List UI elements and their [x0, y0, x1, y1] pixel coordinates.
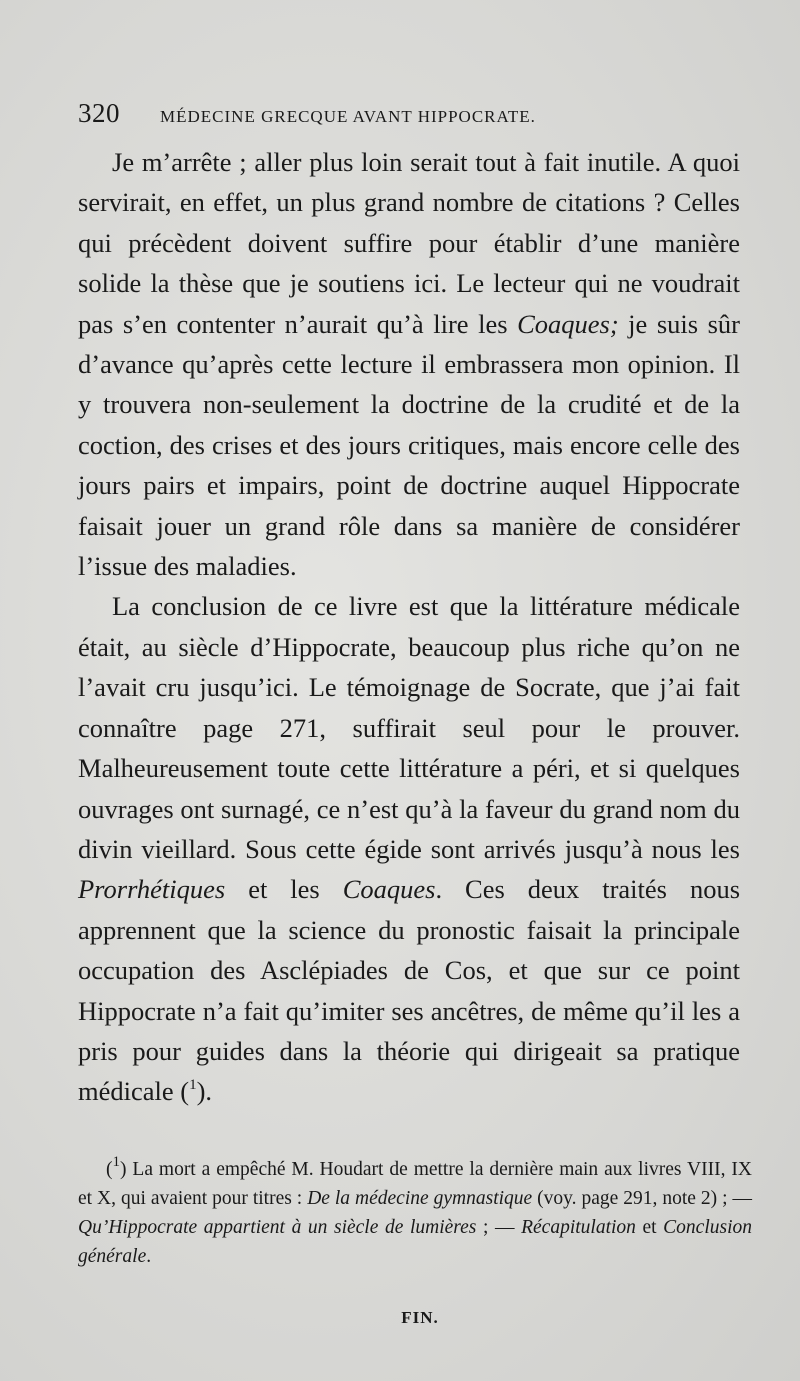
paragraph-1	[78, 142, 740, 586]
footnote-title-4: Conclusion générale	[78, 1217, 752, 1267]
footnote-text-e: .	[146, 1246, 152, 1267]
end-marker: FIN.	[401, 1308, 439, 1327]
paragraph-2-text-a: La conclusion de ce livre est que la littérature médicale était, au siècle d’Hippocrate, beaucoup plus riche qu’on ne l’avait cru jusqu’ici. Le témoignage de Socrate, que j’ai fait connaître page 271, suffirait seul pour le prouver. Malheureusement toute cette littérature a péri, et si quelques ouvrages ont surnagé, ce n’est qu’à la faveur du grand nom du divin vieillard. Sous cette égide sont arrivés jusqu’à nous les	[78, 591, 740, 864]
footnote-text-a: La mort a empêché M. Houdart de mettre la dernière main aux livres VIII, IX et X, qui avaient pour titres :	[78, 1159, 752, 1209]
paragraph-2-text-c: . Ces deux traités nous apprennent que la science du pronostic faisait la principale occupation des Asclépiades de Cos, et que sur ce point Hippocrate n’a fait qu’imiter ses ancêtres, de même qu’il les a pris pour guides dans la théorie qui dirigeait sa pratique médicale (	[78, 874, 741, 1107]
paragraph-1-text-a: Je m’arrête ; aller plus loin serait tout à fait inutile. A quoi servirait, en effet, un plus grand nombre de citations ? Celles qui précèdent doivent suffire pour établir d’une manière solide la thèse que je soutiens ici. Le lecteur qui ne voudrait pas s’en contenter n’aurait qu’à lire les	[78, 147, 740, 339]
main-text	[78, 142, 740, 1112]
footnote: ($^1$) La mort a empêché M. Houdart de mettre la dernière main aux livres VIII, IX et X, qui avaient pour titres : De la médecine gymnastique (voy. page 291, note 2) ; — Qu’Hippocrate appartient à un siècle de lumières ; — Récapitulation et Conclusion générale.	[78, 1153, 752, 1267]
paragraph-2	[78, 586, 740, 1111]
footnote-marker: 1	[112, 1153, 120, 1170]
title-prorrhetiques: Prorrhétiques	[78, 874, 226, 905]
page-header	[78, 98, 738, 132]
title-coaques-2: Coaques	[342, 874, 436, 905]
footnote-text-b: (voy. page 291, note 2) ; —	[532, 1188, 752, 1209]
footnote-text-c: ; —	[476, 1217, 522, 1238]
footnote-title-1: De la médecine gymnastique	[307, 1188, 533, 1209]
footnote-title-2: Qu’Hippocrate appartient à un siècle de lumières	[78, 1217, 477, 1238]
running-title: MÉDECINE GRECQUE AVANT HIPPOCRATE.	[160, 107, 536, 126]
footnote-reference: 1	[189, 1076, 197, 1093]
footnote-title-3: Récapitulation	[521, 1217, 636, 1238]
paragraph-2-text-b: et les	[225, 874, 343, 905]
paragraph-2-text-d: ).	[196, 1076, 213, 1107]
paragraph-1-text-b: je suis sûr d’avance qu’après cette lecture il embrassera mon opinion. Il y trouvera non-seulement la doctrine de la crudité et de la coction, des crises et des jours critiques, mais encore celle des jours pairs et impairs, point de doctrine auquel Hippocrate faisait jouer un grand rôle dans sa manière de considérer l’issue des maladies.	[78, 308, 741, 582]
page-number: 320	[78, 98, 120, 128]
footnote-text-d: et	[635, 1217, 664, 1238]
title-coaques: Coaques;	[517, 308, 619, 339]
